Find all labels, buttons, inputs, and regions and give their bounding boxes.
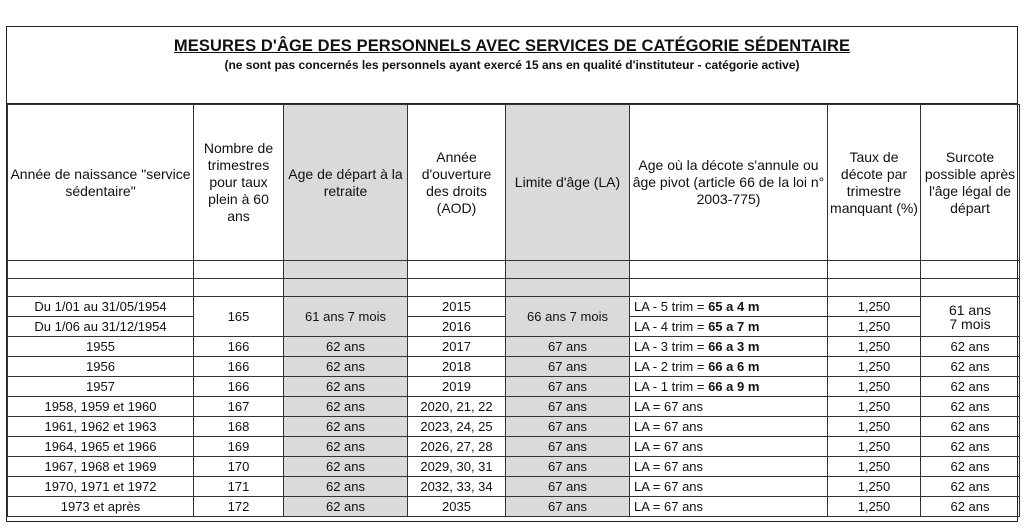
cell-trimestres: 170	[194, 457, 284, 477]
cell-surcote: 62 ans	[921, 497, 1020, 517]
cell-decote: LA = 67 ans	[630, 497, 828, 517]
cell-limite: 67 ans	[506, 437, 630, 457]
cell-decote: LA = 67 ans	[630, 397, 828, 417]
cell-depart: 62 ans	[284, 497, 408, 517]
cell-aod: 2020, 21, 22	[408, 397, 506, 417]
cell-aod: 2026, 27, 28	[408, 437, 506, 457]
table-row	[8, 437, 1020, 457]
cell-aod: 2016	[408, 317, 506, 337]
table-row	[8, 357, 1020, 377]
header-surcote: Surcote possible après l'âge légal de départ	[921, 105, 1020, 261]
cell-decote	[630, 317, 828, 337]
cell-trimestres: 166	[194, 337, 284, 357]
spacer-row	[8, 279, 1020, 297]
cell-taux: 1,250	[828, 397, 921, 417]
surcote-line-2: 7 mois	[949, 315, 991, 332]
cell-decote	[630, 357, 828, 377]
header-limite: Limite d'âge (LA)	[506, 105, 630, 261]
cell-limite: 67 ans	[506, 377, 630, 397]
cell-taux: 1,250	[828, 357, 921, 377]
cell-naissance: Du 1/01 au 31/05/1954	[8, 297, 194, 317]
cell-depart: 62 ans	[284, 417, 408, 437]
cell-depart: 62 ans	[284, 357, 408, 377]
decote-age: 65 a 7 m	[708, 319, 760, 334]
title-block	[7, 27, 1017, 104]
cell-taux: 1,250	[828, 457, 921, 477]
cell-taux: 1,250	[828, 297, 921, 317]
cell-taux: 1,250	[828, 317, 921, 337]
cell-taux: 1,250	[828, 437, 921, 457]
cell-surcote	[921, 297, 1020, 337]
decote-text: LA - 4 trim =	[634, 319, 709, 334]
decote-text: LA - 1 trim =	[634, 379, 709, 394]
decote-text: LA - 2 trim =	[634, 359, 709, 374]
cell-trimestres: 169	[194, 437, 284, 457]
table-row	[8, 397, 1020, 417]
cell-decote	[630, 297, 828, 317]
cell-limite: 66 ans 7 mois	[506, 297, 630, 337]
header-aod: Année d'ouverture des droits (AOD)	[408, 105, 506, 261]
cell-decote	[630, 377, 828, 397]
page-title: MESURES D'ÂGE DES PERSONNELS AVEC SERVICES DE CATÉGORIE SÉDENTAIRE	[173, 37, 851, 55]
cell-depart: 62 ans	[284, 397, 408, 417]
cell-trimestres: 165	[194, 297, 284, 337]
cell-limite: 67 ans	[506, 357, 630, 377]
decote-text: LA - 3 trim =	[634, 339, 709, 354]
cell-naissance: Du 1/06 au 31/12/1954	[8, 317, 194, 337]
cell-depart: 62 ans	[284, 477, 408, 497]
cell-limite: 67 ans	[506, 477, 630, 497]
cell-trimestres: 166	[194, 357, 284, 377]
cell-trimestres: 167	[194, 397, 284, 417]
cell-taux: 1,250	[828, 337, 921, 357]
header-row	[8, 105, 1020, 261]
cell-taux: 1,250	[828, 477, 921, 497]
cell-taux: 1,250	[828, 377, 921, 397]
decote-text: LA - 5 trim =	[634, 299, 709, 314]
cell-depart: 62 ans	[284, 437, 408, 457]
cell-aod: 2017	[408, 337, 506, 357]
cell-depart: 62 ans	[284, 377, 408, 397]
cell-naissance: 1964, 1965 et 1966	[8, 437, 194, 457]
cell-naissance: 1957	[8, 377, 194, 397]
cell-decote: LA = 67 ans	[630, 417, 828, 437]
cell-depart: 61 ans 7 mois	[284, 297, 408, 337]
cell-aod: 2019	[408, 377, 506, 397]
cell-naissance: 1958, 1959 et 1960	[8, 397, 194, 417]
header-trimestres: Nombre de trimestres pour taux plein à 60 ans	[194, 105, 284, 261]
cell-limite: 67 ans	[506, 337, 630, 357]
cell-naissance: 1970, 1971 et 1972	[8, 477, 194, 497]
cell-naissance: 1967, 1968 et 1969	[8, 457, 194, 477]
cell-aod: 2032, 33, 34	[408, 477, 506, 497]
table-row	[8, 337, 1020, 357]
cell-surcote: 62 ans	[921, 417, 1020, 437]
table-row	[8, 377, 1020, 397]
cell-limite: 67 ans	[506, 417, 630, 437]
table-row	[8, 457, 1020, 477]
cell-surcote: 62 ans	[921, 397, 1020, 417]
cell-taux: 1,250	[828, 497, 921, 517]
cell-surcote: 62 ans	[921, 377, 1020, 397]
table-row	[8, 417, 1020, 437]
cell-aod: 2035	[408, 497, 506, 517]
cell-decote: LA = 67 ans	[630, 477, 828, 497]
cell-depart: 62 ans	[284, 337, 408, 357]
cell-surcote: 62 ans	[921, 337, 1020, 357]
cell-taux: 1,250	[828, 417, 921, 437]
cell-trimestres: 172	[194, 497, 284, 517]
cell-naissance: 1961, 1962 et 1963	[8, 417, 194, 437]
cell-decote: LA = 67 ans	[630, 437, 828, 457]
header-depart: Age de départ à la retraite	[284, 105, 408, 261]
table-row	[8, 497, 1020, 517]
cell-naissance: 1973 et après	[8, 497, 194, 517]
cell-surcote: 62 ans	[921, 357, 1020, 377]
cell-naissance: 1956	[8, 357, 194, 377]
decote-age: 66 a 6 m	[708, 359, 760, 374]
cell-aod: 2023, 24, 25	[408, 417, 506, 437]
decote-age: 65 a 4 m	[708, 299, 760, 314]
cell-surcote: 62 ans	[921, 457, 1020, 477]
cell-decote: LA = 67 ans	[630, 457, 828, 477]
surcote-line-1: 61 ans	[948, 301, 992, 318]
header-taux: Taux de décote par trimestre manquant (%)	[828, 105, 921, 261]
decote-age: 66 a 9 m	[708, 379, 760, 394]
table-row	[8, 477, 1020, 497]
spacer-row	[8, 261, 1020, 279]
cell-aod: 2018	[408, 357, 506, 377]
cell-aod: 2015	[408, 297, 506, 317]
document-sheet	[6, 26, 1018, 522]
cell-surcote: 62 ans	[921, 477, 1020, 497]
age-table	[7, 104, 1020, 517]
cell-limite: 67 ans	[506, 457, 630, 477]
cell-surcote: 62 ans	[921, 437, 1020, 457]
cell-trimestres: 168	[194, 417, 284, 437]
cell-aod: 2029, 30, 31	[408, 457, 506, 477]
table-row	[8, 297, 1020, 317]
cell-naissance: 1955	[8, 337, 194, 357]
cell-limite: 67 ans	[506, 497, 630, 517]
cell-decote	[630, 337, 828, 357]
page-subtitle: (ne sont pas concernés les personnels ayant exercé 15 ans en qualité d'instituteur - catégorie active)	[224, 58, 800, 72]
decote-age: 66 a 3 m	[708, 339, 760, 354]
header-decote: Age où la décote s'annule ou âge pivot (article 66 de la loi n° 2003-775)	[630, 105, 828, 261]
cell-trimestres: 171	[194, 477, 284, 497]
header-naissance: Année de naissance "service sédentaire"	[8, 105, 194, 261]
cell-trimestres: 166	[194, 377, 284, 397]
cell-limite: 67 ans	[506, 397, 630, 417]
cell-depart: 62 ans	[284, 457, 408, 477]
